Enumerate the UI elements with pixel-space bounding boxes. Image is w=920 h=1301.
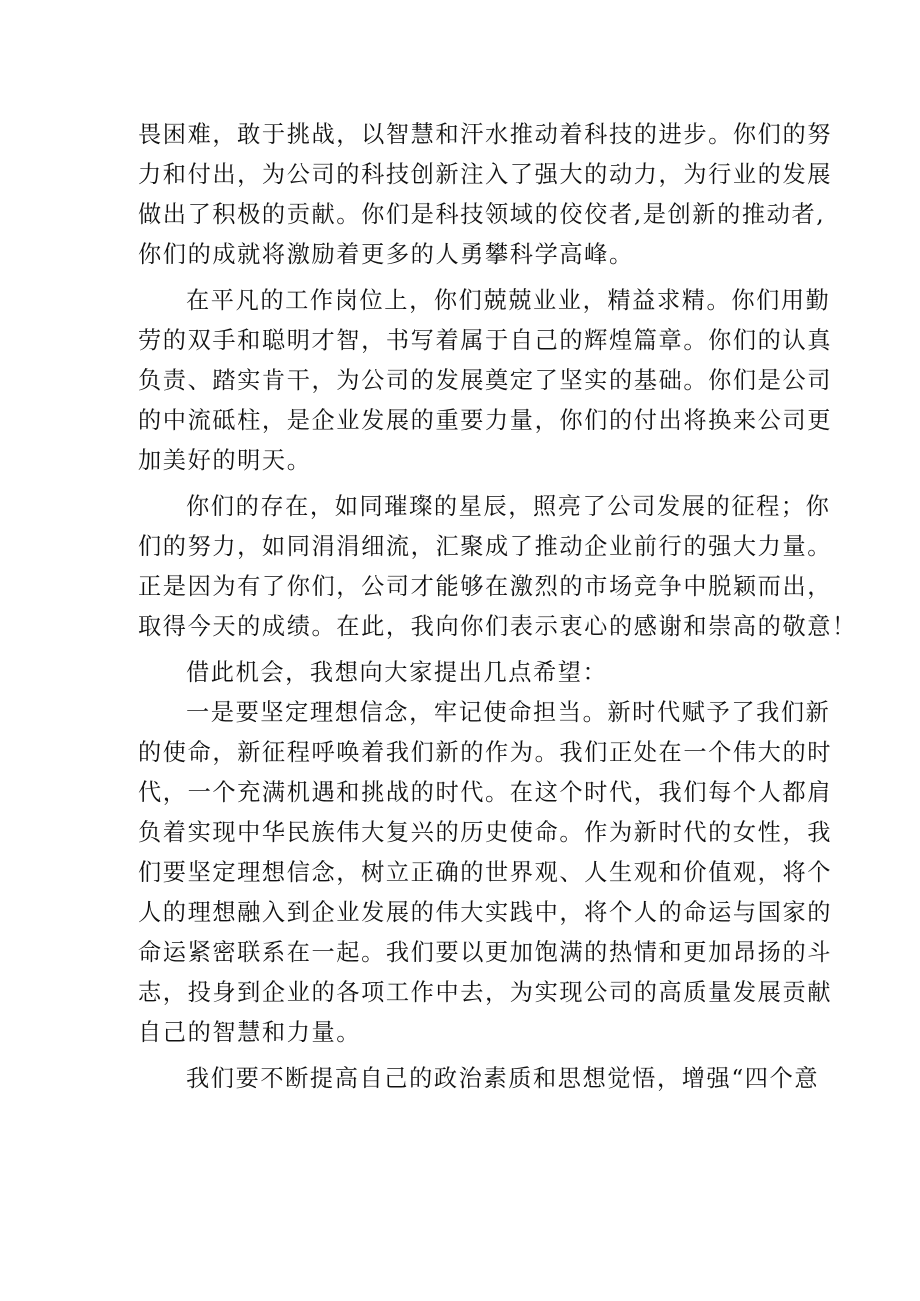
text-line: 在平凡的工作岗位上，你们兢兢业业，精益求精。你们用勤	[186, 287, 831, 314]
text-line: 们的努力，如同涓涓细流，汇聚成了推动企业前行的强大力量。	[138, 533, 833, 560]
body-text	[138, 115, 857, 1099]
text-line: 们要坚定理想信念，树立正确的世界观、人生观和价值观，将个	[138, 859, 833, 886]
text-line: 代，一个充满机遇和挑战的时代。在这个时代，我们每个人都肩	[138, 779, 833, 806]
text-line: 人的理想融入到企业发展的伟大实践中，将个人的命运与国家的	[138, 899, 833, 926]
text-line: 力和付出，为公司的科技创新注入了强大的动力，为行业的发展	[138, 161, 833, 188]
text-line: 一是要坚定理想信念，牢记使命担当。新时代赋予了我们新	[186, 699, 831, 726]
text-line: 我们要不断提高自己的政治素质和思想觉悟，增强“四个意	[186, 1065, 820, 1092]
text-line: 畏困难，敢于挑战，以智慧和汗水推动着科技的进步。你们的努	[138, 121, 833, 148]
text-line: 的使命，新征程呼唤着我们新的作为。我们正处在一个伟大的时	[138, 739, 833, 766]
text-line: 做出了积极的贡献。你们是科技领域的佼佼者,是创新的推动者,	[138, 201, 826, 228]
text-line: 命运紧密联系在一起。我们要以更加饱满的热情和更加昂扬的斗	[138, 939, 833, 966]
text-line: 志，投身到企业的各项工作中去，为实现公司的高质量发展贡献	[138, 979, 833, 1006]
text-line: 加美好的明天。	[138, 447, 312, 474]
text-line: 正是因为有了你们，公司才能够在激烈的市场竞争中脱颖而出，	[138, 573, 833, 600]
text-line: 取得今天的成绩。在此，我向你们表示衷心的感谢和崇高的敬意！	[138, 613, 857, 640]
text-line: 的中流砥柱，是企业发展的重要力量，你们的付出将换来公司更	[138, 407, 833, 434]
text-line: 借此机会，我想向大家提出几点希望：	[186, 659, 608, 686]
text-line: 你们的成就将激励着更多的人勇攀科学高峰。	[138, 241, 634, 268]
text-line: 负着实现中华民族伟大复兴的历史使命。作为新时代的女性，我	[138, 819, 833, 846]
text-line: 你们的存在，如同璀璨的星辰，照亮了公司发展的征程；你	[186, 493, 831, 520]
text-line: 自己的智慧和力量。	[138, 1019, 362, 1046]
text-line: 劳的双手和聪明才智，书写着属于自己的辉煌篇章。你们的认真	[138, 327, 833, 354]
text-line: 负责、踏实肯干，为公司的发展奠定了坚实的基础。你们是公司	[138, 367, 833, 394]
